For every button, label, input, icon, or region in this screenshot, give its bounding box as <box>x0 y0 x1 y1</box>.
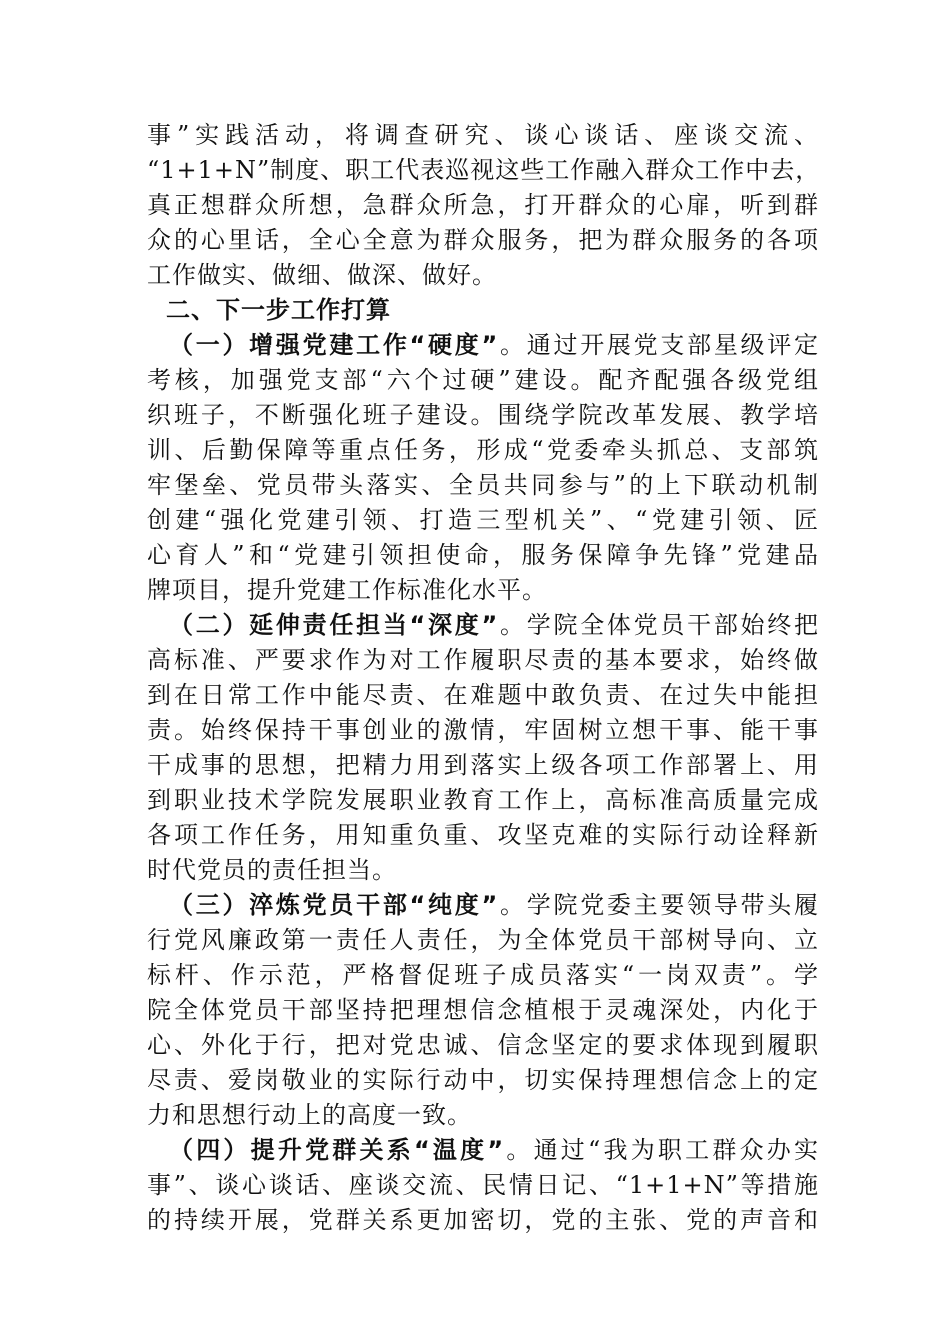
item-3-first-rest: 。学院党委主要领导带头履 <box>498 891 820 919</box>
section-heading: 二、下一步工作打算 <box>166 296 391 324</box>
item-2-line: 各项工作任务，用知重负重、攻坚克难的实际行动诠释新 <box>147 821 819 849</box>
item-3-lead: （三）淬炼党员干部“纯度” <box>169 891 499 919</box>
item-4-first-rest: 。通过“我为职工群众办实 <box>504 1136 819 1164</box>
item-3-line: 行党风廉政第一责任人责任，为全体党员干部树导向、立 <box>147 926 819 954</box>
item-4-line: 的持续开展，党群关系更加密切，党的主张、党的声音和 <box>147 1206 819 1234</box>
item-2-line: 干成事的思想，把精力用到落实上级各项工作部署上、用 <box>147 751 819 779</box>
item-1-line: 织班子，不断强化班子建设。围绕学院改革发展、教学培 <box>147 401 819 429</box>
item-2-first-line <box>147 607 819 643</box>
item-1-first-rest: 。通过开展党支部星级评定 <box>498 331 820 359</box>
item-4-lead: （四）提升党群关系“温度” <box>169 1136 505 1164</box>
item-1-line: 牢堡垒、党员带头落实、全员共同参与”的上下联动机制 <box>147 471 819 499</box>
intro-line-1: 事”实践活动，将调查研究、谈心谈话、座谈交流、 <box>147 121 819 149</box>
item-2-line: 到在日常工作中能尽责、在难题中敢负责、在过失中能担 <box>147 681 819 709</box>
item-3-line: 尽责、爱岗敬业的实际行动中，切实保持理想信念上的定 <box>147 1066 819 1094</box>
item-1-line: 牌项目，提升党建工作标准化水平。 <box>147 576 547 604</box>
item-4-first-line <box>147 1132 819 1168</box>
item-3-line: 力和思想行动上的高度一致。 <box>147 1101 472 1129</box>
item-1-line: 训、后勤保障等重点任务，形成“党委牵头抓总、支部筑 <box>147 436 819 464</box>
item-4-line: 事”、谈心谈话、座谈交流、民情日记、“1+1+N”等措施 <box>147 1171 819 1199</box>
item-1-line: 考核，加强党支部“六个过硬”建设。配齐配强各级党组 <box>147 366 819 394</box>
item-1-lead: （一）增强党建工作“硬度” <box>169 331 499 359</box>
item-2-line: 高标准、严要求作为对工作履职尽责的基本要求，始终做 <box>147 646 819 674</box>
intro-line-5: 工作做实、做细、做深、做好。 <box>147 261 497 289</box>
item-3-first-line <box>147 887 819 923</box>
item-2-line: 责。始终保持干事创业的激情，牢固树立想干事、能干事 <box>147 716 819 744</box>
item-1-line: 心育人”和“党建引领担使命，服务保障争先锋”党建品 <box>147 541 819 569</box>
item-3-line: 心、外化于行，把对党忠诚、信念坚定的要求体现到履职 <box>147 1031 819 1059</box>
intro-line-4: 众的心里话，全心全意为群众服务，把为群众服务的各项 <box>147 226 819 254</box>
item-2-line: 到职业技术学院发展职业教育工作上，高标准高质量完成 <box>147 786 819 814</box>
intro-line-3: 真正想群众所想，急群众所急，打开群众的心扉，听到群 <box>147 191 819 219</box>
item-2-line: 时代党员的责任担当。 <box>147 856 397 884</box>
item-2-first-rest: 。学院全体党员干部始终把 <box>498 611 820 639</box>
intro-line-2: “1+1+N”制度、职工代表巡视这些工作融入群众工作中去， <box>147 156 821 184</box>
item-3-line: 标杆、作示范，严格督促班子成员落实“一岗双责”。学 <box>147 961 819 989</box>
item-1-line: 创建“强化党建引领、打造三型机关”、“党建引领、匠 <box>147 506 819 534</box>
item-1-first-line <box>147 327 819 363</box>
item-3-line: 院全体党员干部坚持把理想信念植根于灵魂深处，内化于 <box>147 996 819 1024</box>
item-2-lead: （二）延伸责任担当“深度” <box>169 611 499 639</box>
